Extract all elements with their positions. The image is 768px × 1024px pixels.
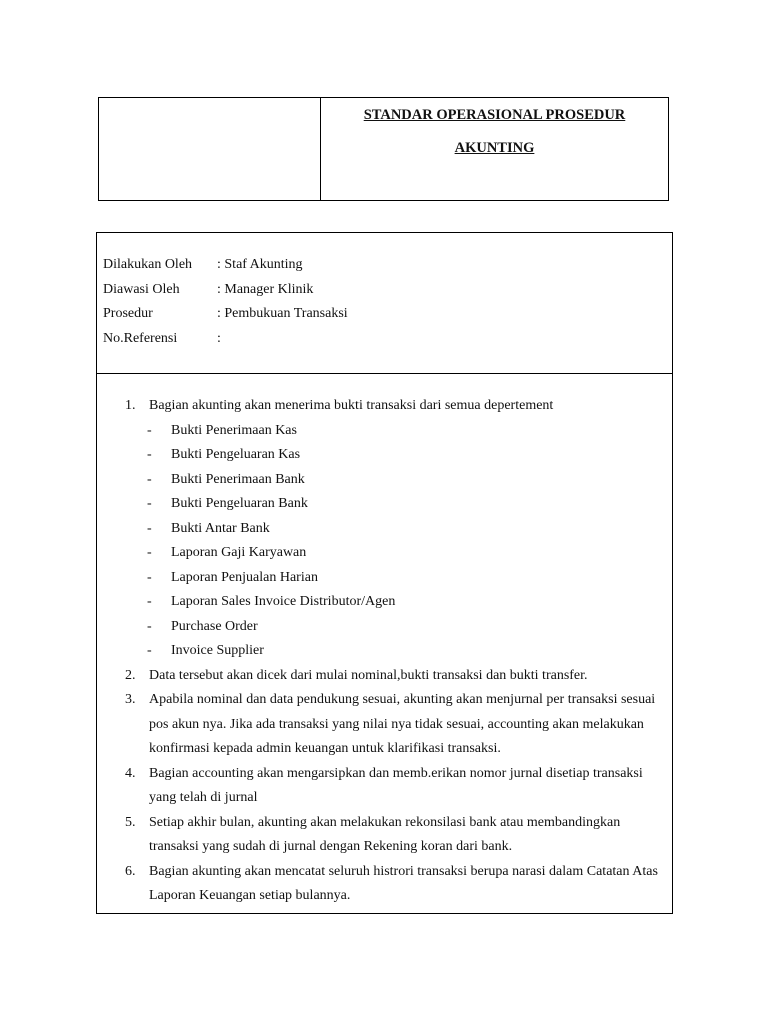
info-value: : Staf Akunting: [217, 257, 303, 272]
procedure-step-5: [125, 811, 670, 860]
info-row-dilakukan-oleh: [103, 255, 348, 280]
sub-item-text: Purchase Order: [171, 618, 258, 634]
sub-item-text: Bukti Penerimaan Bank: [171, 471, 305, 487]
header-box: [98, 97, 669, 201]
procedure-box: [96, 373, 673, 914]
step-text: Bagian akunting akan menerima bukti transaksi dari semua depertement: [149, 398, 554, 413]
list-item: [125, 590, 670, 615]
info-rows: [103, 255, 348, 353]
procedure-step-6: [125, 860, 670, 909]
sub-item-text: Bukti Pengeluaran Kas: [171, 447, 301, 462]
step-number: 1.: [125, 398, 136, 413]
info-value: : Pembukuan Transaksi: [217, 306, 348, 321]
info-row-no-referensi: [103, 329, 348, 354]
list-item: [125, 468, 670, 493]
procedure-step-3: [125, 688, 670, 762]
dash-bullet: -: [147, 569, 152, 585]
procedure-list: [125, 394, 670, 909]
list-item: [125, 419, 670, 444]
list-item: [125, 517, 670, 542]
title-cell: [321, 98, 668, 200]
info-label: Prosedur: [103, 306, 153, 321]
step-text: Setiap akhir bulan, akunting akan melakukan rekonsilasi bank atau membandingkan transaksi yang sudah di jurnal dengan Rekening koran dari bank.: [149, 814, 621, 854]
document-title: STANDAR OPERASIONAL PROSEDUR: [363, 107, 626, 123]
sub-item-text: Bukti Penerimaan Kas: [171, 422, 297, 438]
info-row-prosedur: [103, 304, 348, 329]
info-label: Diawasi Oleh: [103, 281, 180, 297]
info-label: No.Referensi: [103, 330, 178, 346]
sub-item-text: Laporan Gaji Karyawan: [171, 545, 307, 560]
dash-bullet: -: [147, 594, 152, 609]
step-text: Bagian akunting akan mencatat seluruh histrori transaksi berupa narasi dalam Catatan Atas Laporan Keuangan setiap bulannya.: [149, 863, 658, 903]
step-text: Apabila nominal dan data pendukung sesuai, akunting akan menjurnal per transaksi sesuai pos akun nya. Jika ada transaksi yang nilai nya tidak sesuai, accounting akan melakukan konfirmasi kepada admin keuangan untuk klarifikasi transaksi.: [149, 692, 656, 756]
sub-item-text: Laporan Penjualan Harian: [171, 569, 318, 585]
dash-bullet: -: [147, 618, 152, 634]
step-number: 2.: [125, 667, 136, 683]
list-item: [125, 615, 670, 640]
step-number: 4.: [125, 765, 136, 781]
dash-bullet: -: [147, 496, 152, 511]
info-value: : Manager Klinik: [217, 281, 314, 297]
sub-item-text: Bukti Antar Bank: [171, 520, 270, 536]
step-text: Data tersebut akan dicek dari mulai nominal,bukti transaksi dan bukti transfer.: [149, 667, 588, 683]
document-subtitle: AKUNTING: [454, 140, 535, 156]
procedure-step-2: [125, 664, 670, 689]
step-text: Bagian accounting akan mengarsipkan dan memb.erikan nomor jurnal disetiap transaksi yang telah di jurnal: [149, 765, 643, 805]
list-item: [125, 566, 670, 591]
dash-bullet: -: [147, 422, 152, 438]
procedure-step-1: [125, 394, 670, 419]
sub-item-text: Laporan Sales Invoice Distributor/Agen: [171, 594, 396, 609]
sub-item-text: Bukti Pengeluaran Bank: [171, 496, 308, 511]
info-row-diawasi-oleh: [103, 280, 348, 305]
procedure-step-4: [125, 762, 670, 811]
step-number: 3.: [125, 692, 136, 707]
dash-bullet: -: [147, 471, 152, 487]
dash-bullet: -: [147, 643, 152, 658]
logo-cell: [99, 98, 321, 200]
dash-bullet: -: [147, 520, 152, 536]
step-number: 5.: [125, 814, 136, 830]
list-item: [125, 492, 670, 517]
list-item: [125, 443, 670, 468]
dash-bullet: -: [147, 447, 152, 462]
list-item: [125, 541, 670, 566]
info-value: :: [217, 330, 221, 346]
info-box: [96, 232, 673, 374]
dash-bullet: -: [147, 545, 152, 560]
sub-item-text: Invoice Supplier: [171, 643, 264, 658]
list-item: [125, 639, 670, 664]
step-number: 6.: [125, 863, 136, 879]
info-label: Dilakukan Oleh: [103, 257, 193, 272]
